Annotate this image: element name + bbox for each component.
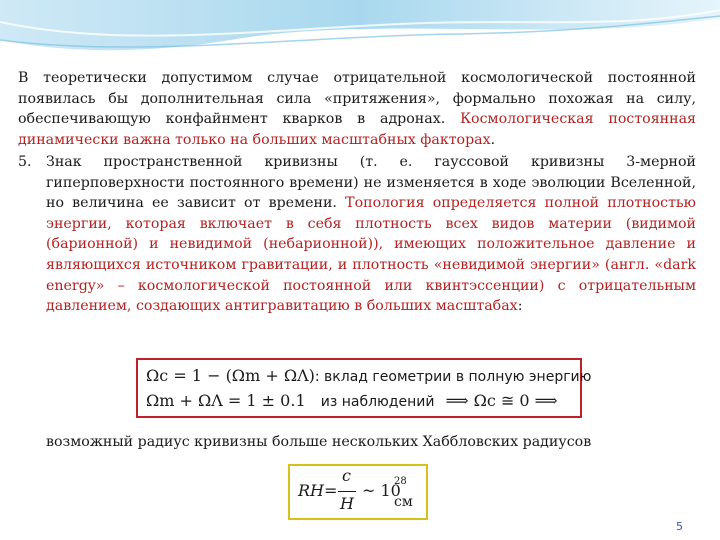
power-exponent: 28 [394, 476, 407, 487]
fraction-denominator: H [340, 494, 354, 513]
geometry-contribution-text: : вклад геометрии в полную энергию [314, 369, 592, 385]
unit-cm: см [394, 494, 413, 510]
hubble-radius-symbol: RH [298, 481, 324, 500]
equals-sign: = [324, 481, 338, 500]
omega-c-result: ⟹ Ωc ≅ 0 ⟹ [445, 391, 558, 410]
fraction-numerator: c [342, 466, 351, 485]
formula-line-2 [146, 391, 558, 410]
paragraph-negative-cosmological-constant [18, 68, 696, 150]
paragraph1-highlight: Космологическая постоянная динамически важна только на больших масштабных факторах [18, 111, 696, 148]
page-number: 5 [676, 520, 683, 533]
curvature-formula-box [136, 358, 592, 418]
item5-text: Знак пространственной кривизны (т. е. гауссовой кривизны 3-мерной гиперповерхности постоянного времени) не изменяется в ходе эволюции Вселенной, но величина ее зависит от времени. [46, 154, 696, 212]
observations-text: из наблюдений [320, 394, 435, 410]
list-item-body [46, 152, 696, 317]
header-swoosh-decoration [0, 0, 720, 70]
curvature-radius-statement: возможный радиус кривизны больше нескольких Хаббловских радиусов [46, 434, 592, 450]
list-item-5 [18, 152, 696, 317]
item5-highlight: Топология определяется полной плотностью энергии, которая включает в себя плотность всех видов материи (видимой (барионной) и невидимой (небарионной)), имеющих положительное давление и являющихся источником гравитации, и плотность «невидимой энергии» (англ. «dark energy» – космологической постоянной или квинтэссенции) с отрицательным давлением, создающих антигравитацию в больших масштабах [46, 195, 696, 315]
formula-line-1 [146, 366, 591, 385]
paragraph1-end: . [490, 131, 496, 148]
item5-end: : [517, 298, 523, 315]
omega-c-expression: Ωc = 1 − (Ωm + ΩΛ) [146, 366, 315, 385]
omega-sum-expression: Ωm + ΩΛ = 1 ± 0.1 [146, 391, 306, 410]
list-item-number: 5. [18, 154, 32, 170]
paragraph1-text: В теоретически допустимом случае отрицательной космологической постоянной появилась бы дополнительная сила «притяжения», формально похожая на силу, обеспечивающую конфайнмент кварков в адронах. [18, 70, 696, 128]
fraction-bar [338, 491, 356, 492]
approx-power: ~ 10 [362, 481, 401, 500]
hubble-radius-formula-box [288, 464, 428, 520]
